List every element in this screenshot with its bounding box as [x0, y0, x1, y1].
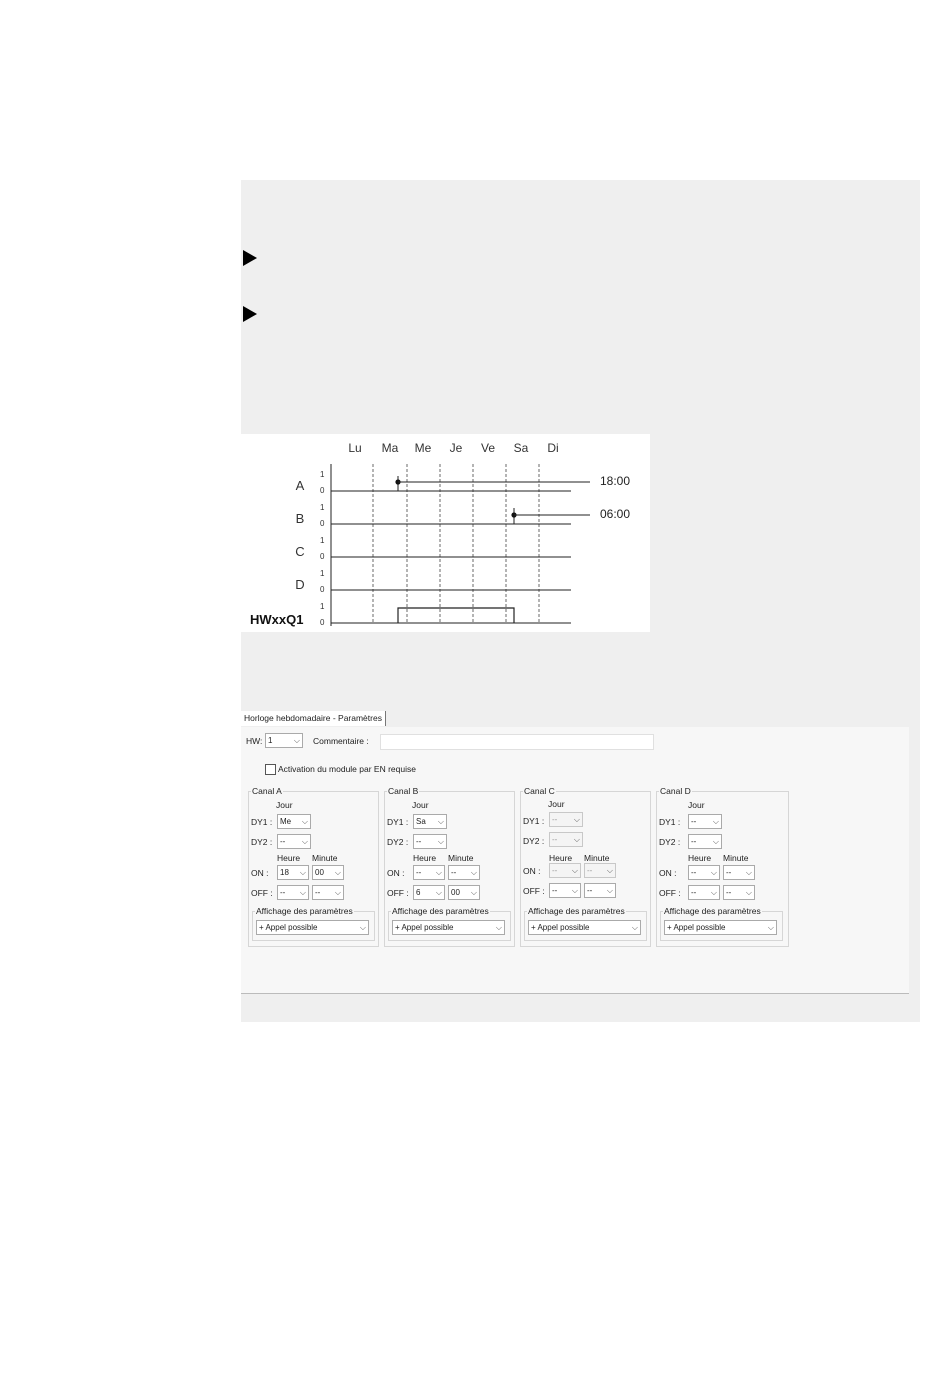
channel-label: C [295, 544, 305, 559]
dy1-select[interactable]: -- ⌵ [549, 812, 583, 827]
svg-text:1: 1 [320, 602, 325, 611]
chevron-down-icon: ⌵ [301, 817, 308, 826]
off-minute-select[interactable]: -- ⌵ [723, 885, 755, 900]
channel-group-d [656, 786, 789, 947]
chevron-down-icon: ⌵ [712, 817, 719, 826]
parameters-form [241, 727, 909, 994]
chevron-down-icon: ⌵ [606, 886, 613, 895]
svg-text:1: 1 [320, 536, 325, 545]
day-label: Sa [513, 441, 529, 455]
svg-text:1: 1 [320, 470, 325, 479]
chevron-down-icon: ⌵ [631, 923, 638, 932]
chevron-down-icon: ⌵ [495, 923, 502, 932]
chevron-down-icon: ⌵ [437, 817, 444, 826]
chevron-down-icon: ⌵ [573, 835, 580, 844]
timing-diagram-svg [241, 434, 650, 632]
dy2-label: DY2 : [659, 837, 681, 847]
dy1-select[interactable]: Sa ⌵ [413, 814, 447, 829]
hw-select[interactable]: 1 ⌵ [265, 733, 303, 748]
timing-diagram [241, 434, 650, 632]
jour-label: Jour [688, 800, 705, 810]
day-label: Lu [348, 441, 362, 455]
jour-label: Jour [548, 799, 565, 809]
on-minute-select[interactable]: -- ⌵ [448, 865, 480, 880]
signal-baselines [331, 491, 571, 623]
chevron-down-icon: ⌵ [435, 868, 442, 877]
chevron-down-icon: ⌵ [710, 868, 717, 877]
minute-label: Minute [723, 853, 749, 863]
dy1-label: DY1 : [387, 817, 409, 827]
on-minute-select[interactable]: 00 ⌵ [312, 865, 344, 880]
tab-horloge-parametres[interactable]: Horloge hebdomadaire - Paramètres [241, 711, 386, 726]
day-label: Je [449, 441, 463, 455]
heure-label: Heure [549, 853, 573, 863]
dy1-label: DY1 : [523, 816, 545, 826]
chevron-down-icon: ⌵ [299, 888, 306, 897]
comment-input[interactable] [380, 734, 654, 750]
svg-text:0: 0 [320, 486, 325, 495]
off-label: OFF : [251, 888, 273, 898]
channel-title: Canal C [524, 786, 555, 796]
off-hour-select[interactable]: 6 ⌵ [413, 885, 445, 900]
channel-title: Canal D [660, 786, 691, 796]
off-hour-select[interactable]: -- ⌵ [549, 883, 581, 898]
dy1-select[interactable]: Me ⌵ [277, 814, 311, 829]
off-minute-select[interactable]: -- ⌵ [584, 883, 616, 898]
on-hour-select[interactable]: -- ⌵ [688, 865, 720, 880]
display-params-select[interactable]: + Appel possible ⌵ [392, 920, 505, 935]
comment-label: Commentaire : [313, 736, 369, 746]
output-label: HWxxQ1 [250, 612, 304, 627]
on-hour-select[interactable]: 18 ⌵ [277, 865, 309, 880]
chevron-down-icon: ⌵ [293, 736, 300, 745]
display-params-select[interactable]: + Appel possible ⌵ [664, 920, 777, 935]
display-params-group [252, 906, 375, 941]
chevron-down-icon: ⌵ [712, 837, 719, 846]
dy2-label: DY2 : [251, 837, 273, 847]
time-label-a: 18:00 [600, 474, 631, 488]
on-label: ON : [387, 868, 405, 878]
level-labels [320, 470, 325, 627]
on-hour-select[interactable]: -- ⌵ [413, 865, 445, 880]
chevron-down-icon: ⌵ [745, 888, 752, 897]
chevron-down-icon: ⌵ [571, 886, 578, 895]
chevron-down-icon: ⌵ [435, 888, 442, 897]
svg-text:0: 0 [320, 618, 325, 627]
chevron-down-icon: ⌵ [470, 868, 477, 877]
chevron-down-icon: ⌵ [470, 888, 477, 897]
arrow-bullet-icon [243, 250, 257, 266]
channel-group-a [248, 786, 379, 947]
heure-label: Heure [688, 853, 712, 863]
chevron-down-icon: ⌵ [710, 888, 717, 897]
output-pulse [398, 608, 514, 623]
display-params-group [524, 906, 647, 941]
channel-title: Canal B [388, 786, 419, 796]
svg-text:1: 1 [320, 569, 325, 578]
display-params-title: Affichage des paramètres [392, 906, 489, 916]
day-label: Ma [381, 441, 399, 455]
day-label: Me [414, 441, 432, 455]
dy2-select[interactable]: -- ⌵ [413, 834, 447, 849]
chevron-down-icon: ⌵ [301, 837, 308, 846]
chevron-down-icon: ⌵ [767, 923, 774, 932]
on-minute-select[interactable]: -- ⌵ [584, 863, 616, 878]
off-minute-select[interactable]: -- ⌵ [312, 885, 344, 900]
day-label: Ve [480, 441, 496, 455]
display-params-select[interactable]: + Appel possible ⌵ [528, 920, 641, 935]
off-hour-select[interactable]: -- ⌵ [277, 885, 309, 900]
chevron-down-icon: ⌵ [437, 837, 444, 846]
activation-checkbox[interactable] [265, 764, 276, 775]
arrow-bullet-icon [243, 306, 257, 322]
display-params-group [388, 906, 511, 941]
dy1-select[interactable]: -- ⌵ [688, 814, 722, 829]
off-label: OFF : [523, 886, 545, 896]
heure-label: Heure [277, 853, 301, 863]
off-minute-select[interactable]: 00 ⌵ [448, 885, 480, 900]
tab-bar [241, 711, 910, 727]
dy2-select[interactable]: -- ⌵ [688, 834, 722, 849]
chevron-down-icon: ⌵ [299, 868, 306, 877]
chevron-down-icon: ⌵ [334, 868, 341, 877]
time-label-b: 06:00 [600, 507, 631, 521]
minute-label: Minute [584, 853, 610, 863]
on-hour-select[interactable]: -- ⌵ [549, 863, 581, 878]
chevron-down-icon: ⌵ [334, 888, 341, 897]
on-label: ON : [659, 868, 677, 878]
svg-text:1: 1 [320, 503, 325, 512]
display-params-select[interactable]: + Appel possible ⌵ [256, 920, 369, 935]
svg-text:0: 0 [320, 585, 325, 594]
on-label: ON : [523, 866, 541, 876]
dy2-label: DY2 : [387, 837, 409, 847]
channel-label: D [295, 577, 305, 592]
display-params-title: Affichage des paramètres [256, 906, 353, 916]
minute-label: Minute [448, 853, 474, 863]
off-label: OFF : [387, 888, 409, 898]
display-params-group [660, 906, 783, 941]
off-label: OFF : [659, 888, 681, 898]
channel-title: Canal A [252, 786, 282, 796]
display-params-title: Affichage des paramètres [528, 906, 625, 916]
dy2-select[interactable]: -- ⌵ [549, 832, 583, 847]
chevron-down-icon: ⌵ [571, 866, 578, 875]
svg-text:0: 0 [320, 519, 325, 528]
chevron-down-icon: ⌵ [573, 815, 580, 824]
channel-group-c [520, 786, 651, 947]
chevron-down-icon: ⌵ [359, 923, 366, 932]
svg-text:0: 0 [320, 552, 325, 561]
activation-label: Activation du module par EN requise [278, 764, 416, 774]
jour-label: Jour [412, 800, 429, 810]
off-hour-select[interactable]: -- ⌵ [688, 885, 720, 900]
chevron-down-icon: ⌵ [606, 866, 613, 875]
on-label: ON : [251, 868, 269, 878]
channel-label: A [295, 478, 305, 493]
day-label: Di [547, 441, 559, 455]
chevron-down-icon: ⌵ [745, 868, 752, 877]
minute-label: Minute [312, 853, 338, 863]
dy2-label: DY2 : [523, 836, 545, 846]
channel-group-b [384, 786, 515, 947]
dy1-label: DY1 : [251, 817, 273, 827]
heure-label: Heure [413, 853, 437, 863]
dy1-label: DY1 : [659, 817, 681, 827]
on-minute-select[interactable]: -- ⌵ [723, 865, 755, 880]
hw-label: HW: [246, 736, 263, 746]
channel-label: B [295, 511, 305, 526]
display-params-title: Affichage des paramètres [664, 906, 761, 916]
dy2-select[interactable]: -- ⌵ [277, 834, 311, 849]
jour-label: Jour [276, 800, 293, 810]
